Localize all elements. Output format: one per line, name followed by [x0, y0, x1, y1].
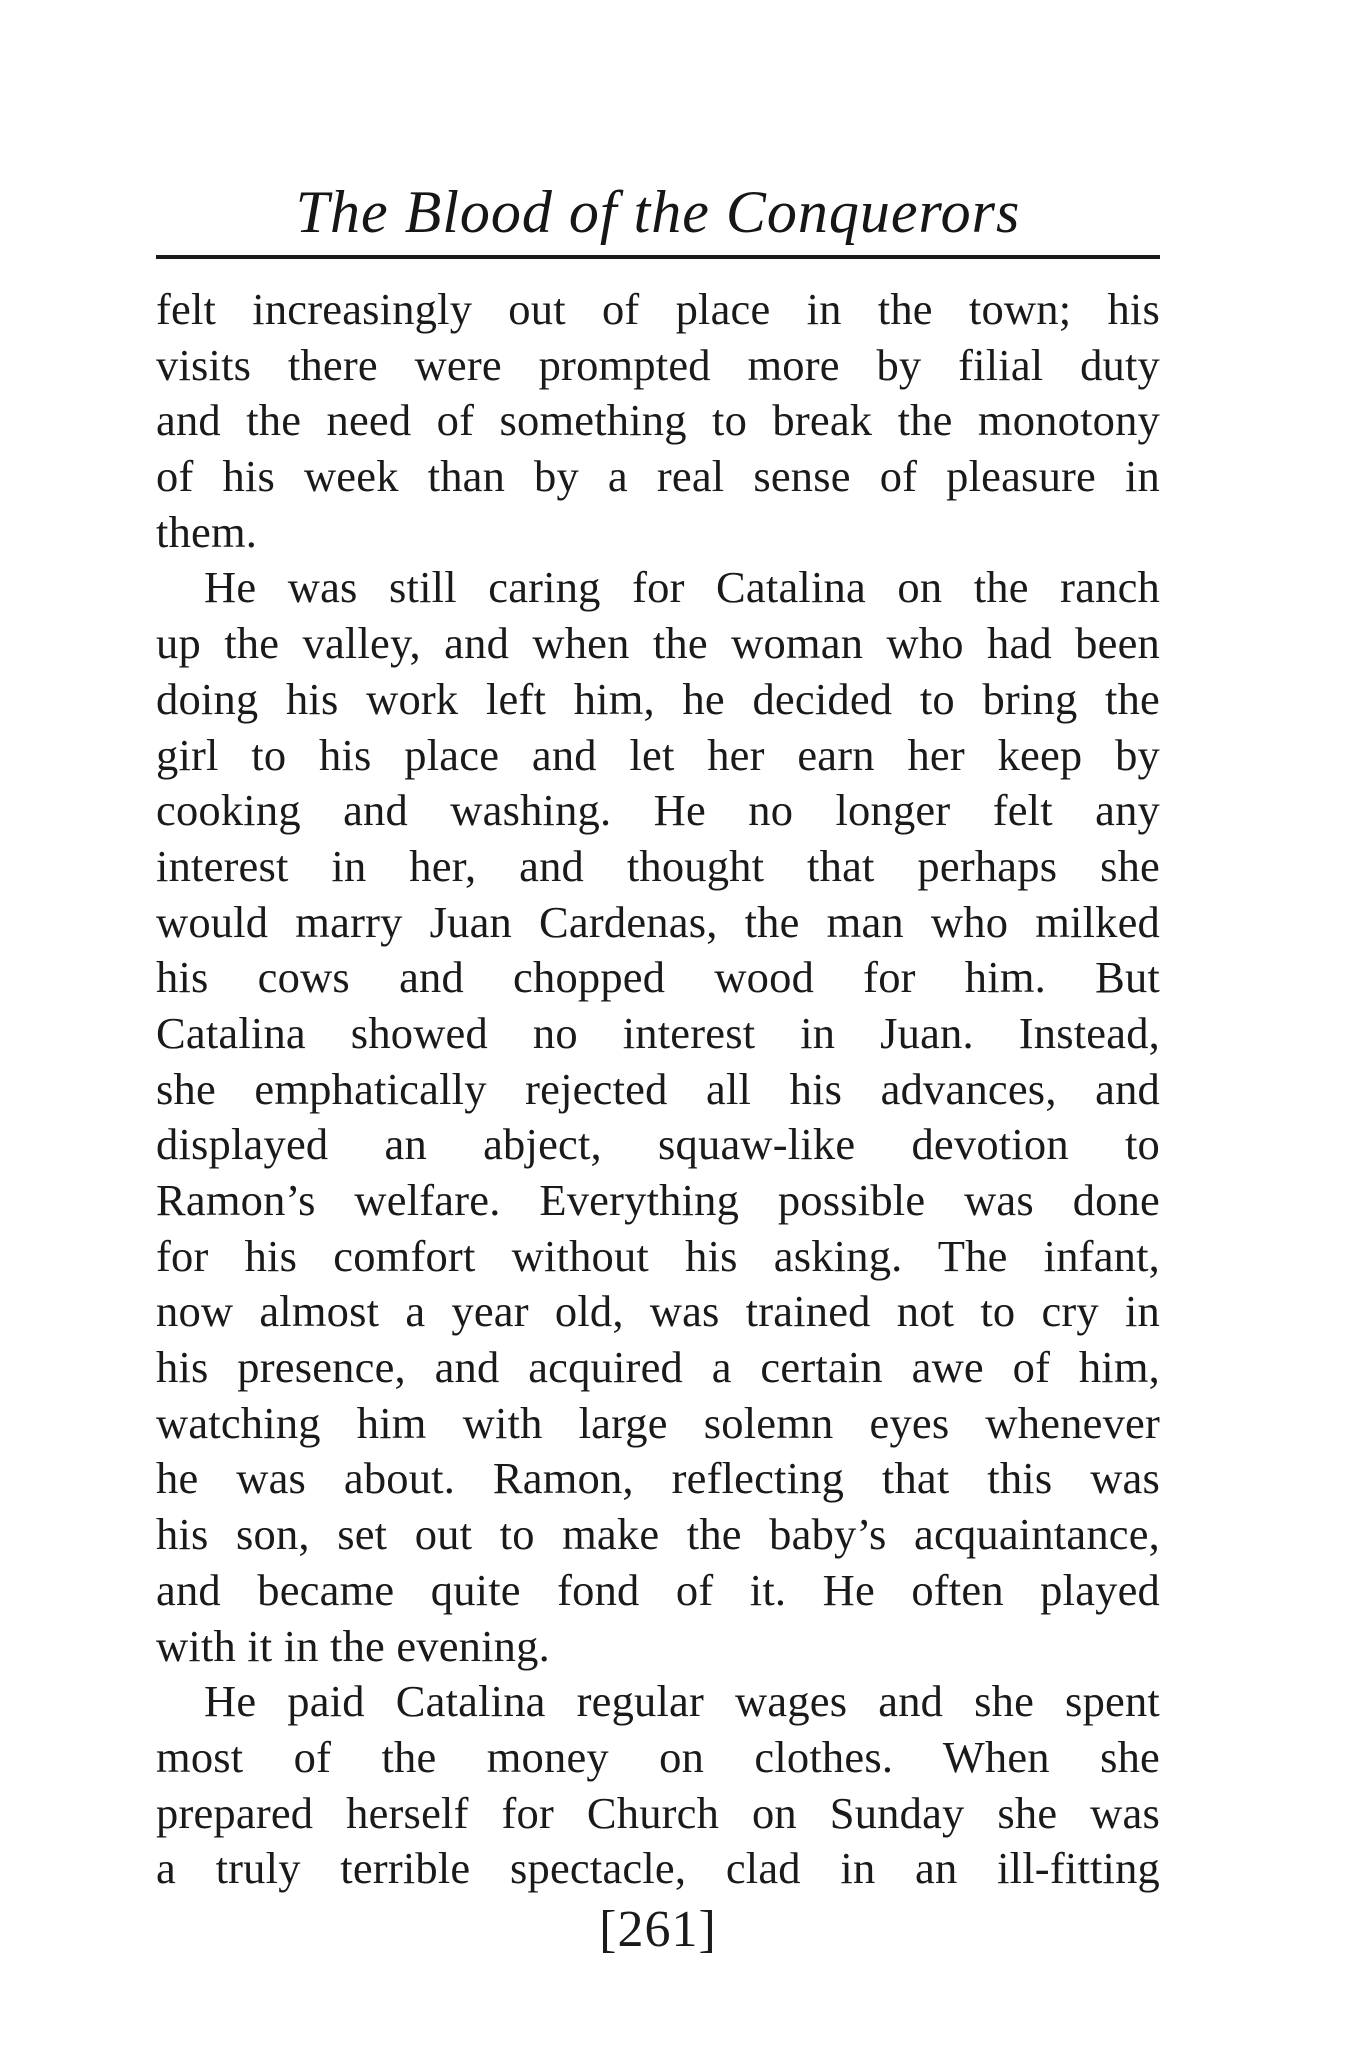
text-line: visits there were prompted more by filial duty [156, 339, 1160, 390]
text-line: Catalina showed no interest in Juan. Instead, [156, 1007, 1160, 1058]
text-line: interest in her, and thought that perhaps she [156, 840, 1160, 891]
text-line: for his comfort without his asking. The infant, [156, 1230, 1160, 1281]
text-line: watching him with large solemn eyes whenever [156, 1397, 1160, 1448]
text-line: his presence, and acquired a certain awe of him, [156, 1342, 1160, 1393]
text-line: now almost a year old, was trained not to cry in [156, 1286, 1160, 1337]
header-rule [156, 255, 1160, 259]
text-line: up the valley, and when the woman who had been [156, 618, 1160, 669]
text-line: would marry Juan Cardenas, the man who milked [156, 896, 1160, 947]
text-line: doing his work left him, he decided to bring the [156, 673, 1160, 724]
text-line: He was still caring for Catalina on the ranch [204, 562, 1160, 613]
text-line: cooking and washing. He no longer felt any [156, 785, 1160, 836]
text-line: he was about. Ramon, reflecting that this was [156, 1453, 1160, 1504]
text-line: of his week than by a real sense of pleasure in [156, 451, 1160, 502]
body-text [156, 282, 1160, 1897]
text-line: with it in the evening. [156, 1620, 550, 1671]
running-head: The Blood of the Conquerors [295, 179, 1021, 245]
text-line: He paid Catalina regular wages and she spent [204, 1676, 1160, 1727]
text-line: a truly terrible spectacle, clad in an ill-fitting [156, 1843, 1160, 1894]
text-line: prepared herself for Church on Sunday she was [156, 1787, 1160, 1838]
text-line: his cows and chopped wood for him. But [156, 952, 1160, 1003]
page-number: [261] [599, 1901, 717, 1958]
text-line: girl to his place and let her earn her keep by [156, 729, 1160, 780]
text-line: displayed an abject, squaw-like devotion to [156, 1119, 1160, 1170]
text-line: felt increasingly out of place in the town; his [156, 284, 1160, 334]
text-line: his son, set out to make the baby’s acquaintance, [156, 1509, 1160, 1560]
text-line: them. [156, 506, 258, 557]
text-line: Ramon’s welfare. Everything possible was done [156, 1175, 1160, 1225]
text-line: she emphatically rejected all his advances, and [156, 1063, 1160, 1114]
text-line: most of the money on clothes. When she [156, 1731, 1160, 1782]
text-line: and the need of something to break the monotony [156, 395, 1160, 446]
text-line: and became quite fond of it. He often played [156, 1564, 1160, 1615]
